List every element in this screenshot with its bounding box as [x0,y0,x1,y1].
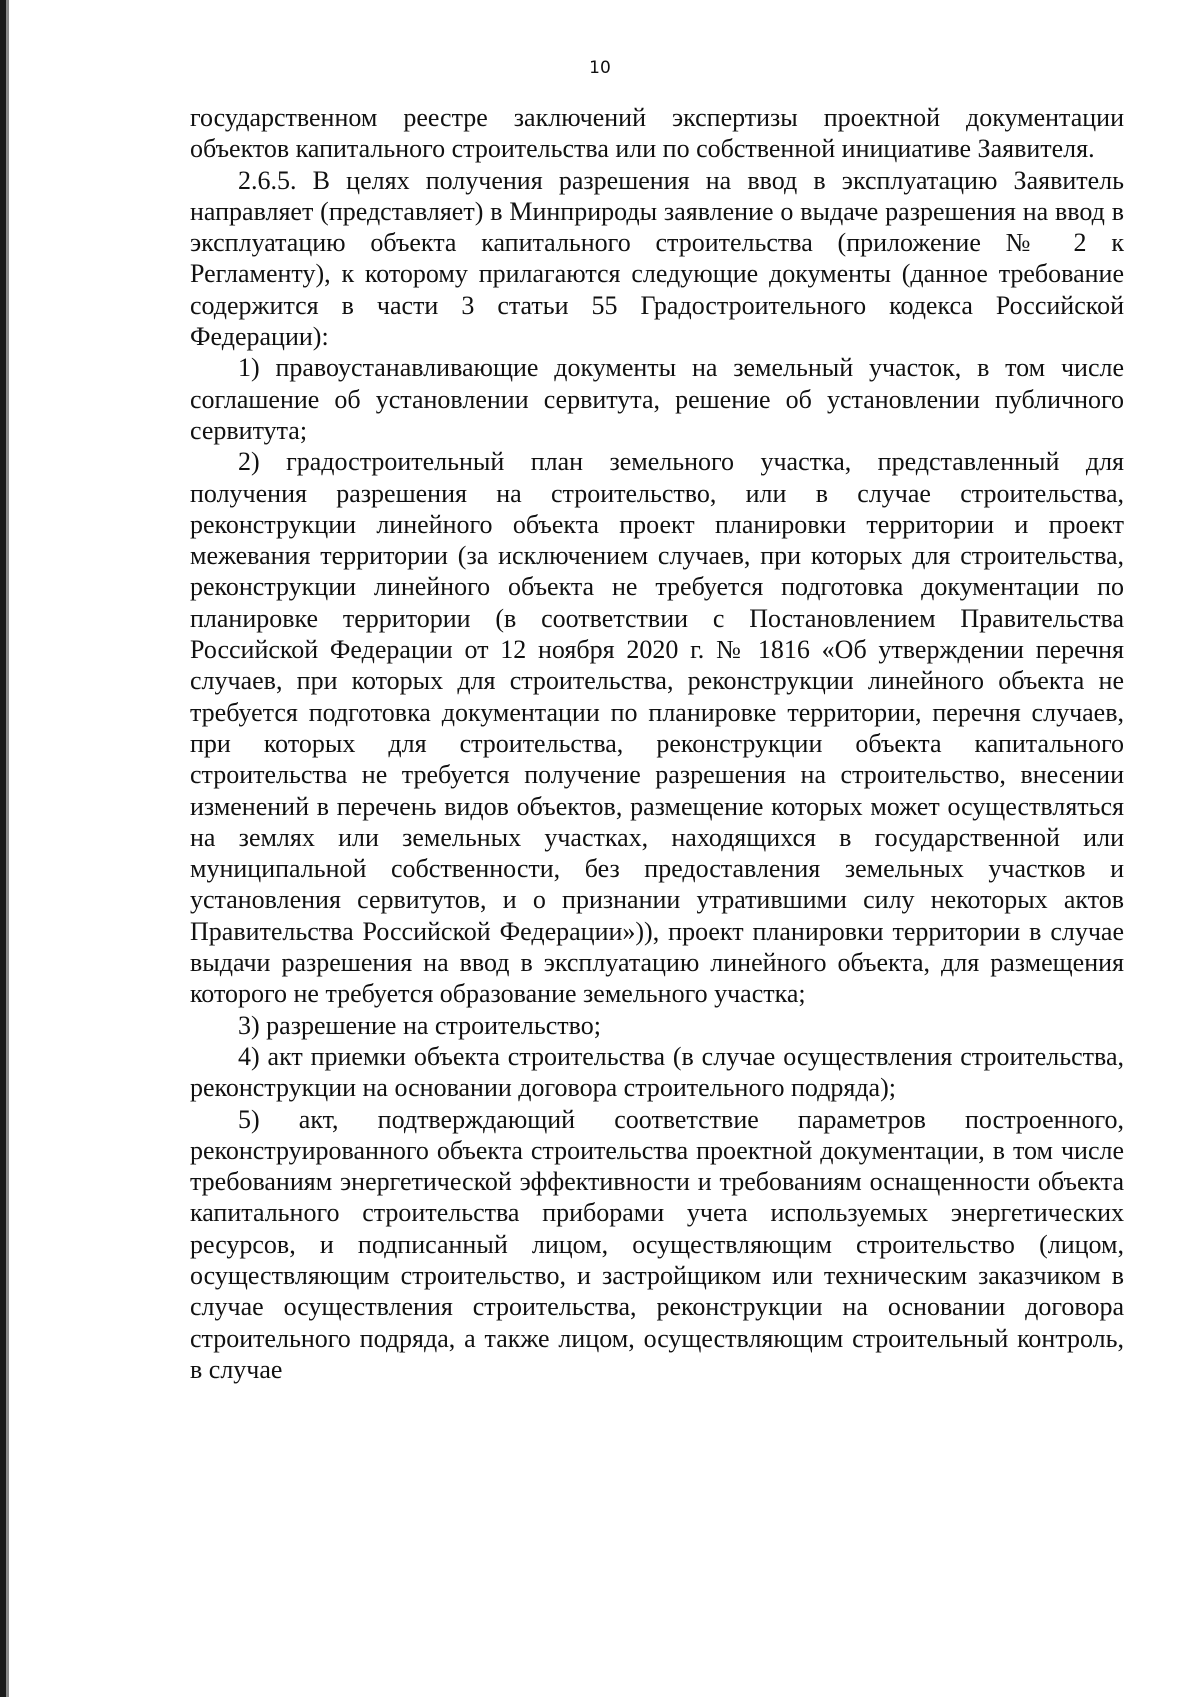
paragraph-2-6-5: 2.6.5. В целях получения разрешения на ввод в эксплуатацию Заявитель направляет (представляет) в Минприроды заявление о выдаче разрешения на ввод в эксплуатацию объекта капитального строительства (приложение № 2 к Регламенту), к которому прилагаются следующие документы (данное требование содержится в части 3 статьи 55 Градостроительного кодекса Российской Федерации): [190,165,1124,352]
document-body [190,102,1124,1385]
list-item-5: 5) акт, подтверждающий соответствие параметров построенного, реконструированного объекта строительства проектной документации, в том числе требованиям энергетической эффективности и требованиям оснащенности объекта капитального строительства приборами учета используемых энергетических ресурсов, и подписанный лицом, осуществляющим строительство (лицом, осуществляющим строительство, и застройщиком или техническим заказчиком в случае осуществления строительства, реконструкции на основании договора строительного подряда, а также лицом, осуществляющим строительный контроль, в случае [190,1104,1124,1384]
page-number: 10 [589,58,611,78]
list-item-1: 1) правоустанавливающие документы на земельный участок, в том числе соглашение об установлении сервитута, решение об установлении публичного сервитута; [190,353,1124,445]
list-item-4: 4) акт приемки объекта строительства (в случае осуществления строительства, реконструкции на основании договора строительного подряда); [190,1041,1124,1103]
scan-left-edge-shadow [6,0,9,1697]
paragraph-continuation: государственном реестре заключений экспертизы проектной документации объектов капитального строительства или по собственной инициативе Заявителя. [190,103,1124,164]
list-item-2: 2) градостроительный план земельного участка, представленный для получения разрешения на строительство, или в случае строительства, реконструкции линейного объекта проект планировки территории и проект межевания территории (за исключением случаев, при которых для строительства, реконструкции линейного объекта не требуется подготовка документации по планировке территории (в соответствии с Постановлением Правительства Российской Федерации от 12 ноября 2020 г. № 1816 «Об утверждении перечня случаев, при которых для строительства, реконструкции линейного объекта не требуется подготовка документации по планировке территории, перечня случаев, при которых для строительства, реконструкции объекта капитального строительства не требуется получение разрешения на строительство, внесении изменений в перечень видов объектов, размещение которых может осуществляться на землях или земельных участках, находящихся в государственной или муниципальной собственности, без предоставления земельных участков и установления сервитутов, и о признании утратившими силу некоторых актов Правительства Российской Федерации»)), проект планировки территории в случае выдачи разрешения на ввод в эксплуатацию линейного объекта, для размещения которого не требуется образование земельного участка; [190,447,1124,1009]
list-item-3: 3) разрешение на строительство; [238,1010,601,1040]
